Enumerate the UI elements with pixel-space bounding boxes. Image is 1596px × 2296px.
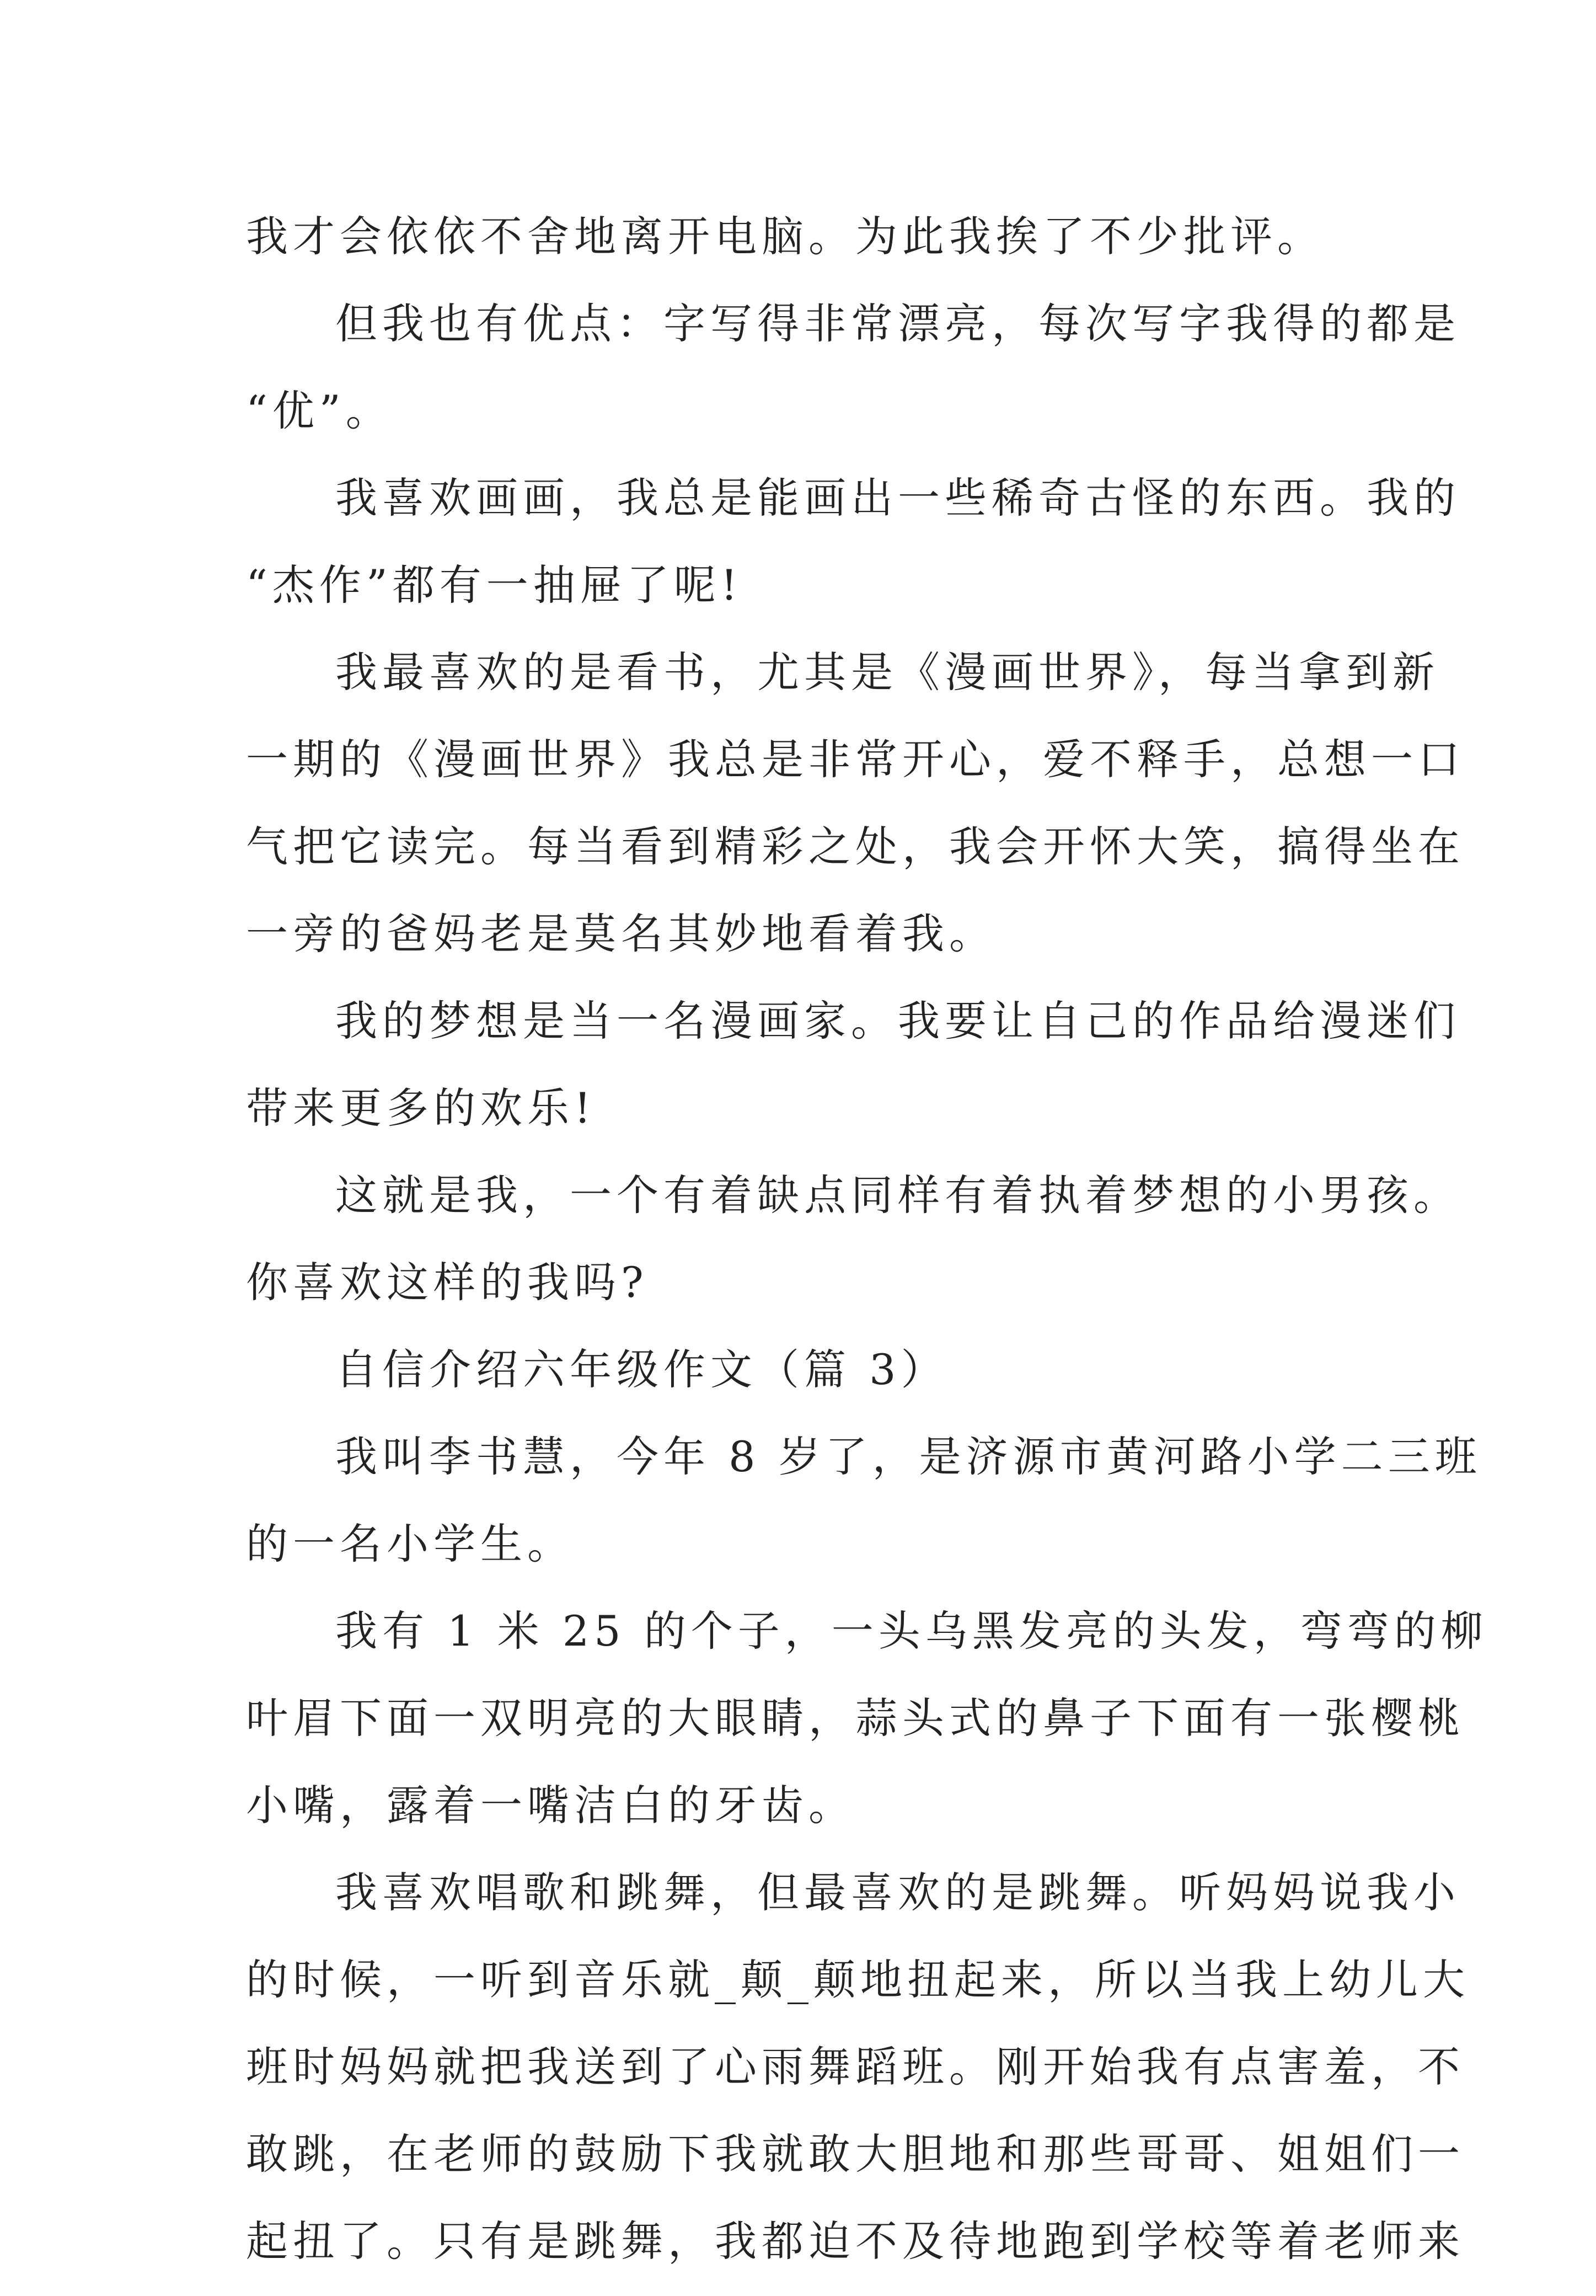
text-line: 气把它读完。每当看到精彩之处，我会开怀大笑，搞得坐在 bbox=[246, 822, 1465, 871]
text-line: 的时候，一听到音乐就_颠_颠地扭起来，所以当我上幼儿大 bbox=[246, 1955, 1470, 2004]
text-line: 班时妈妈就把我送到了心雨舞蹈班。刚开始我有点害羞，不 bbox=[246, 2042, 1465, 2091]
text-line: 的一名小学生。 bbox=[246, 1519, 574, 1568]
text-line: 我喜欢画画，我总是能画出一些稀奇古怪的东西。我的 bbox=[335, 473, 1460, 522]
text-line: 你喜欢这样的我吗? bbox=[246, 1258, 649, 1307]
document-body bbox=[246, 204, 1488, 2296]
text-line: 这就是我，一个有着缺点同样有着执着梦想的小男孩。 bbox=[335, 1171, 1460, 1220]
text-line: 小嘴，露着一嘴洁白的牙齿。 bbox=[246, 1781, 855, 1830]
text-line: 但我也有优点：字写得非常漂亮，每次写字我得的都是 bbox=[335, 299, 1460, 348]
text-line: 一期的《漫画世界》我总是非常开心，爱不释手，总想一口 bbox=[246, 735, 1465, 784]
text-line: 自信介绍六年级作文（篇 3） bbox=[335, 1345, 948, 1394]
text-line: 我喜欢唱歌和跳舞，但最喜欢的是跳舞。听妈妈说我小 bbox=[335, 1868, 1460, 1917]
text-line: 叶眉下面一双明亮的大眼睛，蒜头式的鼻子下面有一张樱桃 bbox=[246, 1694, 1465, 1743]
text-line: 带来更多的欢乐! bbox=[246, 1083, 596, 1133]
text-line: 起扭了。只有是跳舞，我都迫不及待地跑到学校等着老师来 bbox=[246, 2217, 1465, 2266]
text-line: 我有 1 米 25 的个子，一头乌黑发亮的头发，弯弯的柳 bbox=[335, 1606, 1488, 1656]
text-line: 敢跳，在老师的鼓励下我就敢大胆地和那些哥哥、姐姐们一 bbox=[246, 2129, 1465, 2178]
text-line: 我才会依依不舍地离开电脑。为此我挨了不少批评。 bbox=[246, 212, 1324, 261]
text-line: 我的梦想是当一名漫画家。我要让自己的作品给漫迷们 bbox=[335, 996, 1460, 1045]
text-line: 我最喜欢的是看书，尤其是《漫画世界》，每当拿到新 bbox=[335, 648, 1439, 697]
text-line: “杰作”都有一抽屉了呢! bbox=[246, 560, 743, 610]
text-line: “优”。 bbox=[246, 386, 393, 435]
text-line: 我叫李书慧，今年 8 岁了，是济源市黄河路小学二三班 bbox=[335, 1432, 1482, 1481]
text-line: 一旁的爸妈老是莫名其妙地看着我。 bbox=[246, 909, 996, 958]
